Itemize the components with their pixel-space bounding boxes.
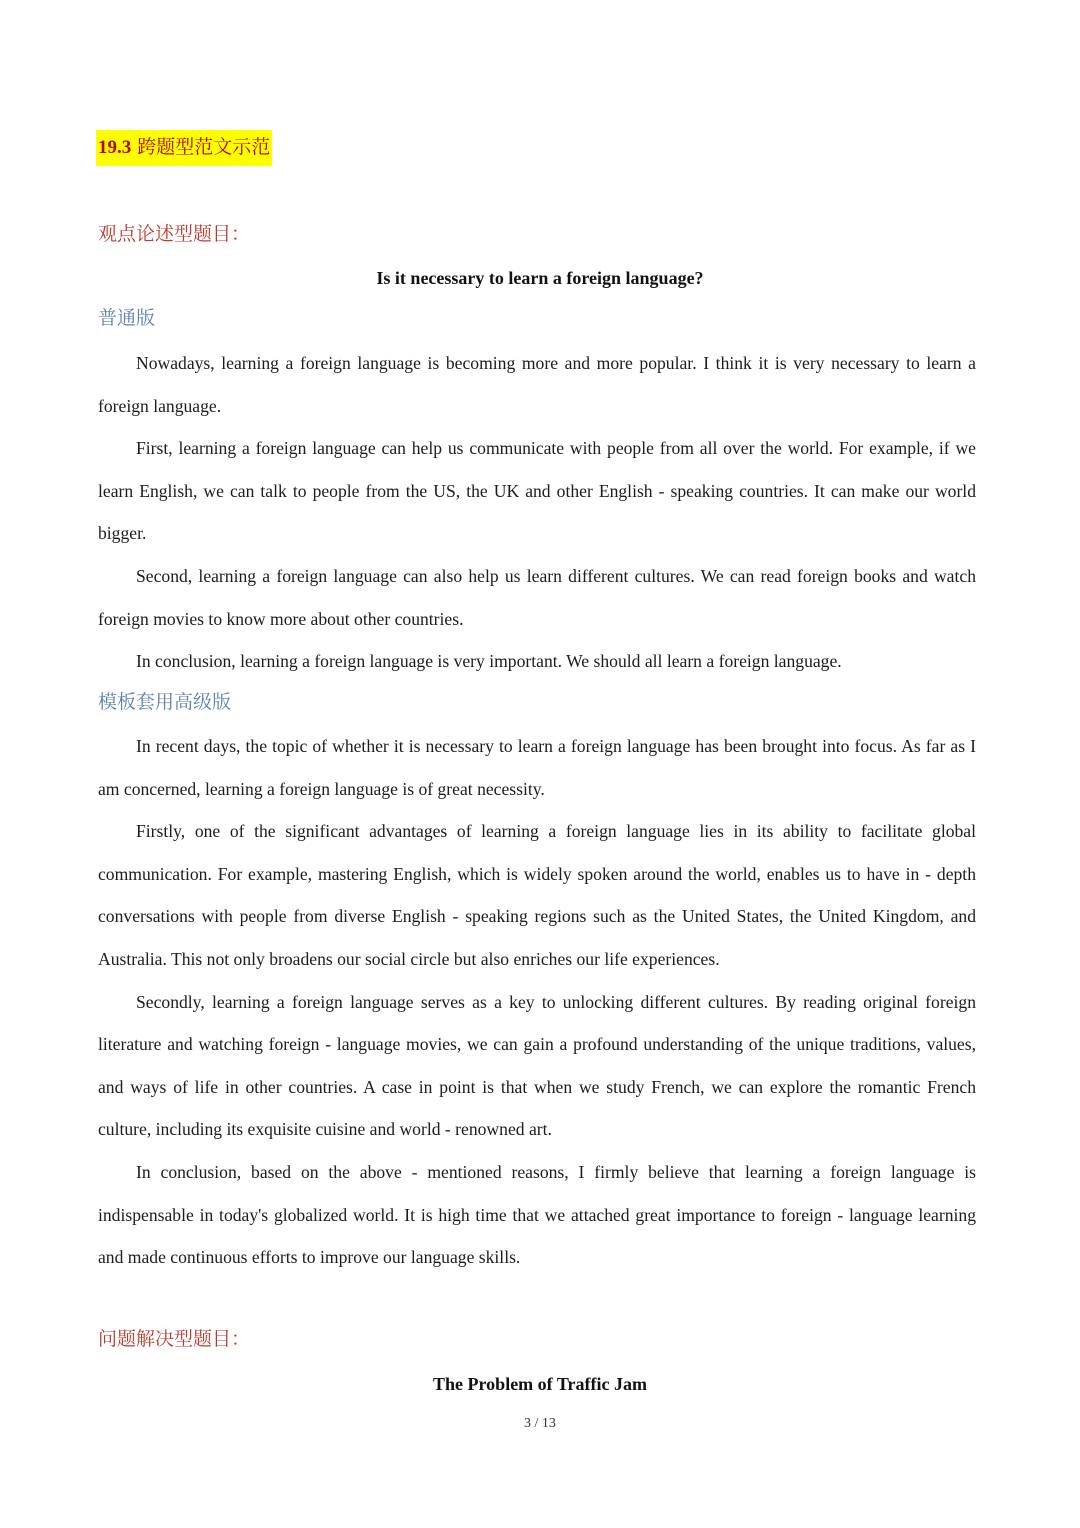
- topic2-label: 问题解决型题目：: [98, 1329, 251, 1350]
- advanced-paragraph: Firstly, one of the significant advantages of learning a foreign language lies in its ability to facilitate global communication. For example, mastering English, which is widely spoken around the world, enables us to have in - depth conversations with people from diverse English - speaking regions such as the United States, the United Kingdom, and Australia. This not only broadens our social circle but also enriches our life experiences.: [98, 821, 976, 969]
- basic-paragraph: Second, learning a foreign language can also help us learn different cultures. We can read foreign books and watch foreign movies to know more about other countries.: [98, 565, 976, 629]
- topic1-essay-title: Is it necessary to learn a foreign language?: [376, 268, 704, 288]
- basic-paragraph: Nowadays, learning a foreign language is becoming more and more popular. I think it is very necessary to learn a foreign language.: [98, 353, 976, 416]
- basic-version-label: 普通版: [98, 308, 156, 329]
- advanced-paragraph: Secondly, learning a foreign language serves as a key to unlocking different cultures. By reading original foreign literature and watching foreign - language movies, we can gain a profound understanding of the unique traditions, values, and ways of life in other countries. A case in point is that when we study French, we can explore the romantic French culture, including its exquisite cuisine and world - renowned art.: [98, 991, 976, 1140]
- section-heading: [96, 130, 272, 166]
- topic1-label: 观点论述型题目：: [98, 224, 251, 245]
- basic-paragraph: In conclusion, learning a foreign language is very important. We should all learn a foreign language.: [136, 651, 842, 672]
- advanced-essay: [98, 725, 976, 1279]
- section-number: 19.3: [98, 137, 132, 158]
- advanced-paragraph: In conclusion, based on the above - mentioned reasons, I firmly believe that learning a foreign language is indispensable in today's globalized world. It is high time that we attached great importance to foreign - language learning and made continuous efforts to improve our language skills.: [98, 1161, 976, 1268]
- section-title: 跨题型范文示范: [137, 137, 271, 158]
- basic-essay: [98, 342, 976, 683]
- topic2-essay-title: The Problem of Traffic Jam: [433, 1374, 647, 1394]
- page-number: 3 / 13: [524, 1416, 556, 1431]
- basic-paragraph: First, learning a foreign language can help us communicate with people from all over the world. For example, if we learn English, we can talk to people from the US, the UK and other English - speaking countries. It can make our world bigger.: [98, 438, 976, 544]
- advanced-version-label: 模板套用高级版: [98, 692, 232, 713]
- advanced-paragraph: In recent days, the topic of whether it is necessary to learn a foreign language has been brought into focus. As far as I am concerned, learning a foreign language is of great necessity.: [98, 736, 976, 799]
